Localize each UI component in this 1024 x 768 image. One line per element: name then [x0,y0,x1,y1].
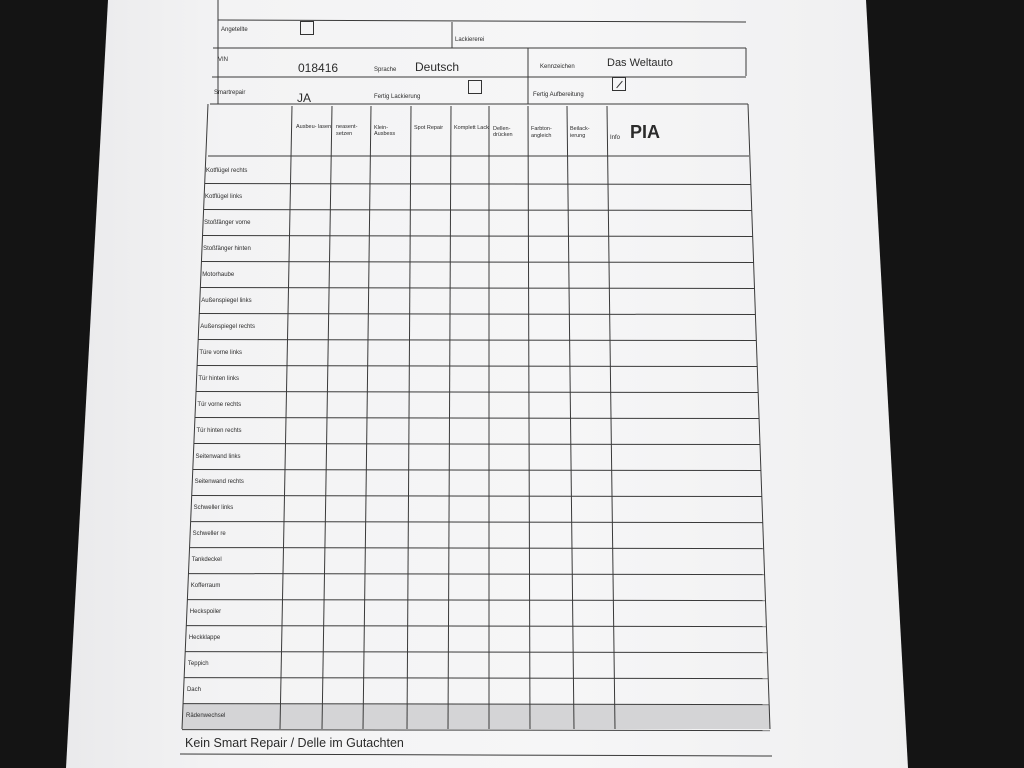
row-label: Dach [186,687,201,694]
row-line [188,574,764,575]
row-label: Außenspiegel links [201,297,252,304]
shaded-row [182,704,770,729]
smartrepair-value: JA [297,91,312,105]
employee-label: Angetellte [221,27,248,33]
row-line [182,730,770,731]
column-line [567,106,574,729]
row-line [193,470,761,471]
row-label: Heckspoiler [189,609,222,616]
column-header: Ausbeu- lasen [296,124,332,130]
row-label: Stoßfänger hinten [203,245,251,252]
row-line [199,314,755,315]
row-label: Seitenwand rechts [194,479,244,486]
row-label: Kotflügel rechts [206,168,248,174]
row-line [185,652,767,653]
row-line [194,444,760,445]
language-label: Sprache [374,67,397,73]
row-line [203,236,753,237]
row-line [196,392,758,393]
row-label: Tür vorne rechts [197,401,242,408]
row-line [186,626,766,627]
row-label: Außenspiegel rechts [200,323,255,330]
column-header: neasent- setzen [336,124,358,138]
smartrepair-label: Smartrepair [214,90,246,96]
paint-shop-label: Lackiererei [455,37,485,43]
column-header: Beilack- ierung [570,126,590,139]
footer-note: Kein Smart Repair / Delle im Gutachten [185,736,404,750]
row-label: Kofferraum [190,583,221,590]
vin-value: 018416 [298,61,339,75]
row-label: Tür hinten links [198,375,240,382]
prep-done-checkbox[interactable] [612,77,626,91]
row-line [201,262,753,263]
employee-checkbox[interactable] [300,21,314,35]
column-header: Komplett Lack [454,125,489,132]
row-line [198,340,756,341]
row-label: Seitenwand links [195,453,241,460]
prep-done-label: Fertig Aufbereitung [533,92,584,98]
row-label: Tür hinten rechts [196,427,242,434]
row-line [195,418,759,419]
plate-label: Kennzeichen [540,64,575,70]
table-border [748,104,770,729]
row-line [200,288,754,289]
row-line [192,496,762,497]
column-header: Dellen- drücken [493,125,513,139]
info-column-value: PIA [630,122,661,142]
row-label: Schweller re [192,531,226,538]
row-line [187,600,765,601]
row-label: Rädenwechsel [186,713,226,720]
header-line [218,20,746,22]
info-column-label: Info [610,135,621,141]
column-line [607,106,615,729]
plate-value: Das Weltauto [607,57,673,69]
footer-line [180,754,772,756]
row-line [191,522,763,523]
row-label: Teppich [187,661,209,668]
row-line [197,366,757,367]
paint-done-checkbox[interactable] [468,80,482,94]
row-line [190,548,764,549]
row-line [204,210,752,211]
paint-done-label: Fertig Lackierung [374,94,421,100]
row-label: Heckklappe [188,635,221,642]
column-header: Spot Repair [414,124,444,131]
row-label: Motorhaube [202,271,235,278]
row-label: Schweller links [193,505,234,512]
column-header: Klein- Ausbess [374,124,396,138]
column-header: Farbton- angleich [531,125,552,139]
language-value: Deutsch [415,60,460,74]
column-line [528,106,530,729]
row-label: Kotflügel links [205,193,243,200]
row-label: Stoßfänger vorne [204,219,251,226]
vin-label: VIN [218,57,229,63]
row-line [205,184,751,185]
row-label: Tankdeckel [191,557,222,564]
row-line [184,678,768,679]
row-label: Türe vorne links [199,349,243,356]
